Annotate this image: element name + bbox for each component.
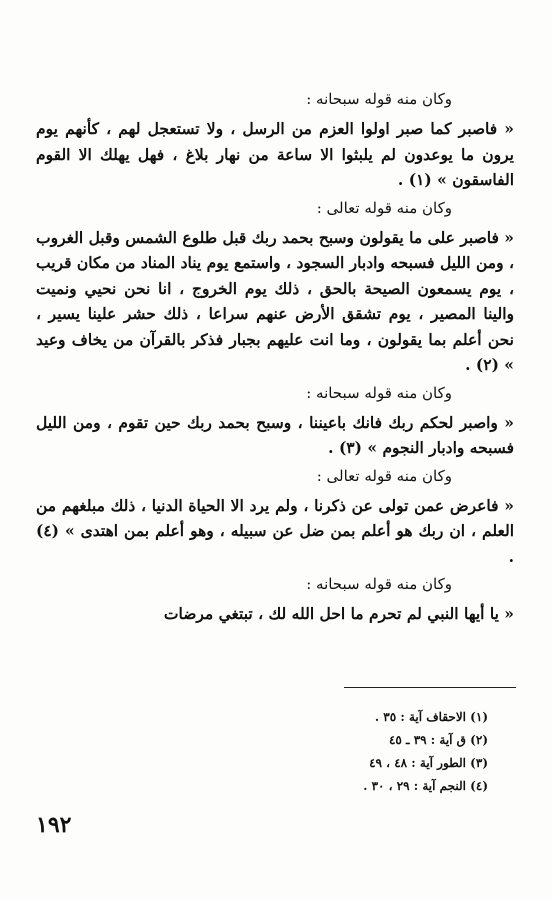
footnote-divider xyxy=(344,687,516,688)
section-intro: وكان منه قوله تعالى : xyxy=(316,198,452,217)
footnote-1: (١) الاحقاف آية : ٣٥ . xyxy=(374,710,488,724)
verse-text: « واصبر لحكم ربك فانك باعيننا ، وسبح بحمد ربك حين تقوم ، ومن الليل فسبحه وادبار النجوم » (٣) . xyxy=(36,412,514,457)
section-5 xyxy=(36,573,514,627)
section-2 xyxy=(36,197,514,378)
section-intro: وكان منه قوله سبحانه : xyxy=(306,383,452,402)
footnote-3: (٣) الطور آية : ٤٨ ، ٤٩ xyxy=(369,756,488,770)
verse-text: « يا أيها النبي لم تحرم ما احل الله لك ، تبتغي مرضات xyxy=(163,604,514,623)
verse-text: « فاصبر كما صبر اولوا العزم من الرسل ، ولا تستعجل لهم ، كأنهم يوم يرون ما يوعدون لم يلبثوا الا ساعة من نهار بلاغ ، فهل يهلك الا القوم الفاسقون » (١) . xyxy=(36,119,514,189)
section-intro: وكان منه قوله سبحانه : xyxy=(306,90,452,108)
footnote-2: (٢) ق آية : ٣٩ ـ ٤٥ xyxy=(388,733,488,747)
verse-text: « فاعرض عمن تولى عن ذكرنا ، ولم يرد الا الحياة الدنيا ، ذلك مبلغهم من العلم ، ان ربك هو أعلم بمن ضل عن سبيله ، وهو أعلم بمن اهتدى » (٤) . xyxy=(36,495,514,566)
footnote-4: (٤) النجم آية : ٢٩ ، ٣٠ . xyxy=(363,779,488,793)
main-text xyxy=(36,86,514,631)
verse-text: « فاصبر على ما يقولون وسبح بحمد ربك قبل طلوع الشمس وقبل الغروب ، ومن الليل فسبحه وادبار السجود ، واستمع يوم يناد المناد من مكان قريب ، يوم يسمعون الصيحة بالحق ، ذلك يوم الخروج ، انا نحن نحيي ونميت والينا المصير ، يوم تشقق الأرض عنهم سراعا ، ذلك حشر علينا يسير ، نحن أعلم بما يقولون ، وما انت عليهم بجبار فذكر بالقرآن من يخاف وعيد » (٢) . xyxy=(36,227,514,374)
section-3 xyxy=(36,382,514,461)
section-1 xyxy=(36,88,514,193)
section-4 xyxy=(36,465,514,570)
section-intro: وكان منه قوله تعالى : xyxy=(316,466,452,485)
section-intro: وكان منه قوله سبحانه : xyxy=(306,575,452,593)
footnotes xyxy=(288,706,488,798)
page-number: ١٩٢ xyxy=(36,812,72,838)
